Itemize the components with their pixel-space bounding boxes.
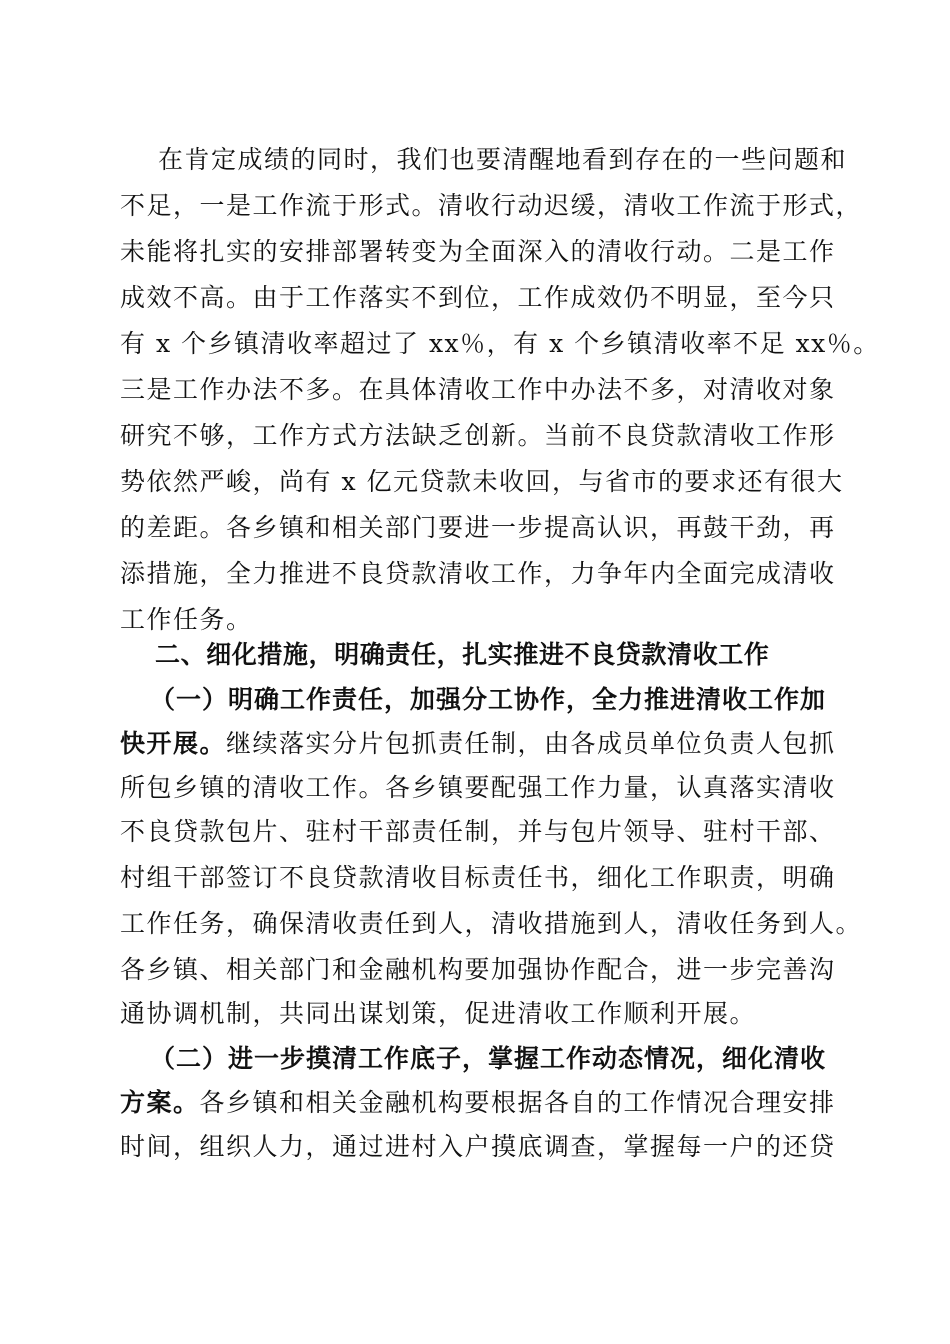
paragraph-1-line-5: 有 x 个乡镇清收率超过了 xx％，有 x 个乡镇清收率不足 xx％。 [120,329,880,358]
subsection-1-line-4: 不良贷款包片、驻村干部责任制，并与包片领导、驻村干部、 [120,817,836,846]
subsection-1-line-8: 通协调机制，共同出谋划策，促进清收工作顺利开展。 [120,999,757,1028]
paragraph-1-line-6: 三是工作办法不多。在具体清收工作中办法不多，对清收对象 [120,375,836,404]
subsection-1-title-line-1: （一）明确工作责任，加强分工协作，全力推进清收工作加 [150,685,827,714]
subsection-1-line-2-text: 继续落实分片包抓责任制，由各成员单位负责人包抓 [226,729,836,758]
subsection-1-line-5: 村组干部签订不良贷款清收目标责任书，细化工作职责，明确 [120,863,836,892]
subsection-1-line-3: 所包乡镇的清收工作。各乡镇要配强工作力量，认真落实清收 [120,773,836,802]
subsection-1-line-2 [0,722,950,766]
paragraph-1-line-8: 势依然严峻，尚有 x 亿元贷款未收回，与省市的要求还有很大 [120,467,844,496]
subsection-2-title-line-2: 方案。 [120,1088,200,1117]
subsection-2-title-line-1: （二）进一步摸清工作底子，掌握工作动态情况，细化清收 [150,1044,827,1073]
paragraph-1-line-4: 成效不高。由于工作落实不到位，工作成效仍不明显，至今只 [120,283,836,312]
paragraph-1-line-11: 工作任务。 [120,605,253,634]
subsection-2-line-2 [0,1081,950,1125]
paragraph-1-line-10: 添措施，全力推进不良贷款清收工作，力争年内全面完成清收 [120,559,836,588]
subsection-2-line-2-text: 各乡镇和相关金融机构要根据各自的工作情况合理安排 [199,1088,836,1117]
paragraph-1-line-9: 的差距。各乡镇和相关部门要进一步提高认识，再鼓干劲，再 [120,513,836,542]
paragraph-1-line-3: 未能将扎实的安排部署转变为全面深入的清收行动。二是工作 [120,237,836,266]
paragraph-1-line-1: 在肯定成绩的同时，我们也要清醒地看到存在的一些问题和 [158,145,848,174]
paragraph-1-line-7: 研究不够，工作方式方法缺乏创新。当前不良贷款清收工作形 [120,421,836,450]
paragraph-1-line-2: 不足，一是工作流于形式。清收行动迟缓，清收工作流于形式， [120,191,863,220]
subsection-2-line-3: 时间，组织人力，通过进村入户摸底调查，掌握每一户的还贷 [120,1132,836,1161]
subsection-1-line-6: 工作任务，确保清收责任到人，清收措施到人，清收任务到人。 [120,909,863,938]
section-heading: 二、细化措施，明确责任，扎实推进不良贷款清收工作 [155,640,770,669]
subsection-1-line-7: 各乡镇、相关部门和金融机构要加强协作配合，进一步完善沟 [120,955,836,984]
subsection-1-title-line-2: 快开展。 [120,729,227,758]
